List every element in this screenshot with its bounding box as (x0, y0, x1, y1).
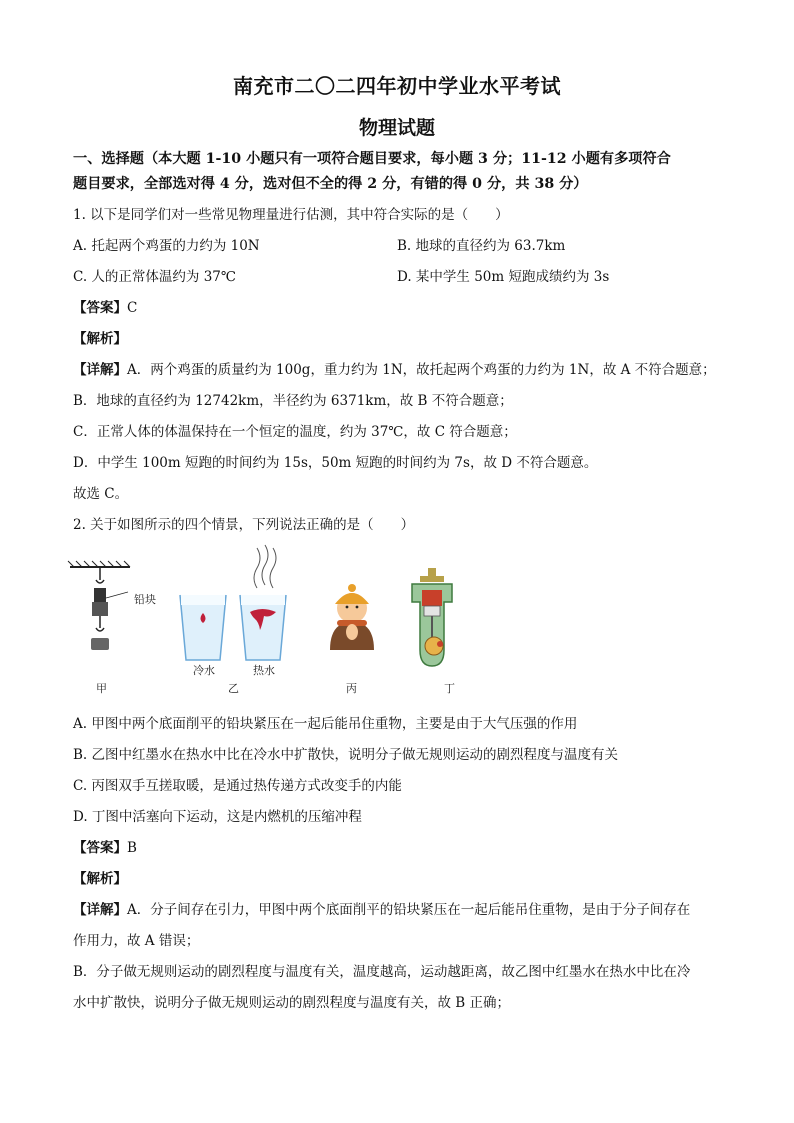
q1-detail-2: B．地球的直径约为 12742km，半径约为 6371km，故 B 不符合题意； (73, 393, 513, 409)
engine-cylinder-illustration (412, 568, 452, 666)
q2-detail-1a-text: A．分子间存在引力，甲图中两个底面削平的铅块紧压在一起后能吊住重物，是由于分子间存在 (127, 902, 691, 918)
label-yi: 乙 (228, 682, 239, 695)
q2-option-b: B. 乙图中红墨水在热水中比在冷水中扩散快，说明分子做无规则运动的剧烈程度与温度有关 (73, 747, 619, 763)
section-heading-line2: 题目要求，全部选对得 4 分，选对但不全的得 2 分，有错的得 0 分，共 38 分） (73, 176, 588, 192)
q1-detail-1-text: A．两个鸡蛋的质量约为 100g，重力约为 1N，故托起两个鸡蛋的力约为 1N，故 A 不符合题意； (127, 362, 716, 378)
q1-option-c: C. 人的正常体温约为 37℃ (73, 269, 237, 285)
label-jia: 甲 (96, 682, 107, 695)
q2-figure (60, 540, 480, 700)
exam-subtitle: 物理试题 (358, 117, 435, 139)
q1-detail-3: C．正常人体的体温保持在一个恒定的温度，约为 37℃，故 C 符合题意； (73, 424, 517, 440)
q2-detail-tag: 【详解】 (73, 902, 127, 918)
lead-block-illustration (68, 561, 130, 650)
q2-answer: B (127, 840, 137, 856)
child-rubbing-hands-illustration (330, 584, 374, 650)
label-hot-water: 热水 (253, 664, 275, 677)
q1-analysis-tag: 【解析】 (73, 331, 127, 347)
q2-detail-2b: 水中扩散快，说明分子做无规则运动的剧烈程度与温度有关，故 B 正确； (73, 995, 511, 1011)
q1-option-a: A. 托起两个鸡蛋的力约为 10N (73, 238, 260, 254)
q1-detail-4: D．中学生 100m 短跑的时间约为 15s，50m 短跑的时间约为 7s，故 D 不符合题意。 (73, 455, 598, 471)
q2-option-c: C. 丙图双手互搓取暖，是通过热传递方式改变手的内能 (73, 778, 402, 794)
q2-detail-1b: 作用力，故 A 错误； (73, 933, 200, 949)
q1-option-b: B. 地球的直径约为 63.7km (397, 238, 566, 254)
beakers-illustration (180, 545, 286, 660)
section-heading-line1: 一、选择题（本大题 1-10 小题只有一项符合题目要求，每小题 3 分；11-12 小题有多项符合 (73, 151, 671, 167)
q1-answer-tag: 【答案】 (73, 300, 127, 316)
q1-detail-1 (73, 358, 723, 378)
q1-detail-tag: 【详解】 (73, 362, 127, 378)
q2-answer-row (73, 836, 723, 856)
q1-option-d: D. 某中学生 50m 短跑成绩约为 3s (397, 269, 610, 285)
q2-answer-tag: 【答案】 (73, 840, 127, 856)
label-lead-block: 铅块 (134, 593, 156, 606)
q2-detail-2a: B．分子做无规则运动的剧烈程度与温度有关，温度越高，运动越距离，故乙图中红墨水在热水中比在冷 (73, 964, 691, 980)
label-ding: 丁 (444, 682, 455, 695)
q1-stem: 1. 以下是同学们对一些常见物理量进行估测，其中符合实际的是（ ） (73, 207, 509, 223)
q2-detail-1a (73, 898, 723, 918)
q1-answer: C (127, 300, 138, 316)
label-cold-water: 冷水 (193, 664, 215, 677)
q1-answer-row (73, 296, 723, 316)
q2-analysis-tag: 【解析】 (73, 871, 127, 887)
exam-title: 南充市二〇二四年初中学业水平考试 (233, 74, 561, 98)
q2-option-d: D. 丁图中活塞向下运动，这是内燃机的压缩冲程 (73, 809, 362, 825)
q2-option-a: A. 甲图中两个底面削平的铅块紧压在一起后能吊住重物，主要是由于大气压强的作用 (73, 716, 578, 732)
q1-conclusion: 故选 C。 (73, 486, 129, 502)
q2-stem: 2. 关于如图所示的四个情景，下列说法正确的是（ ） (73, 517, 415, 533)
label-bing: 丙 (346, 682, 357, 695)
